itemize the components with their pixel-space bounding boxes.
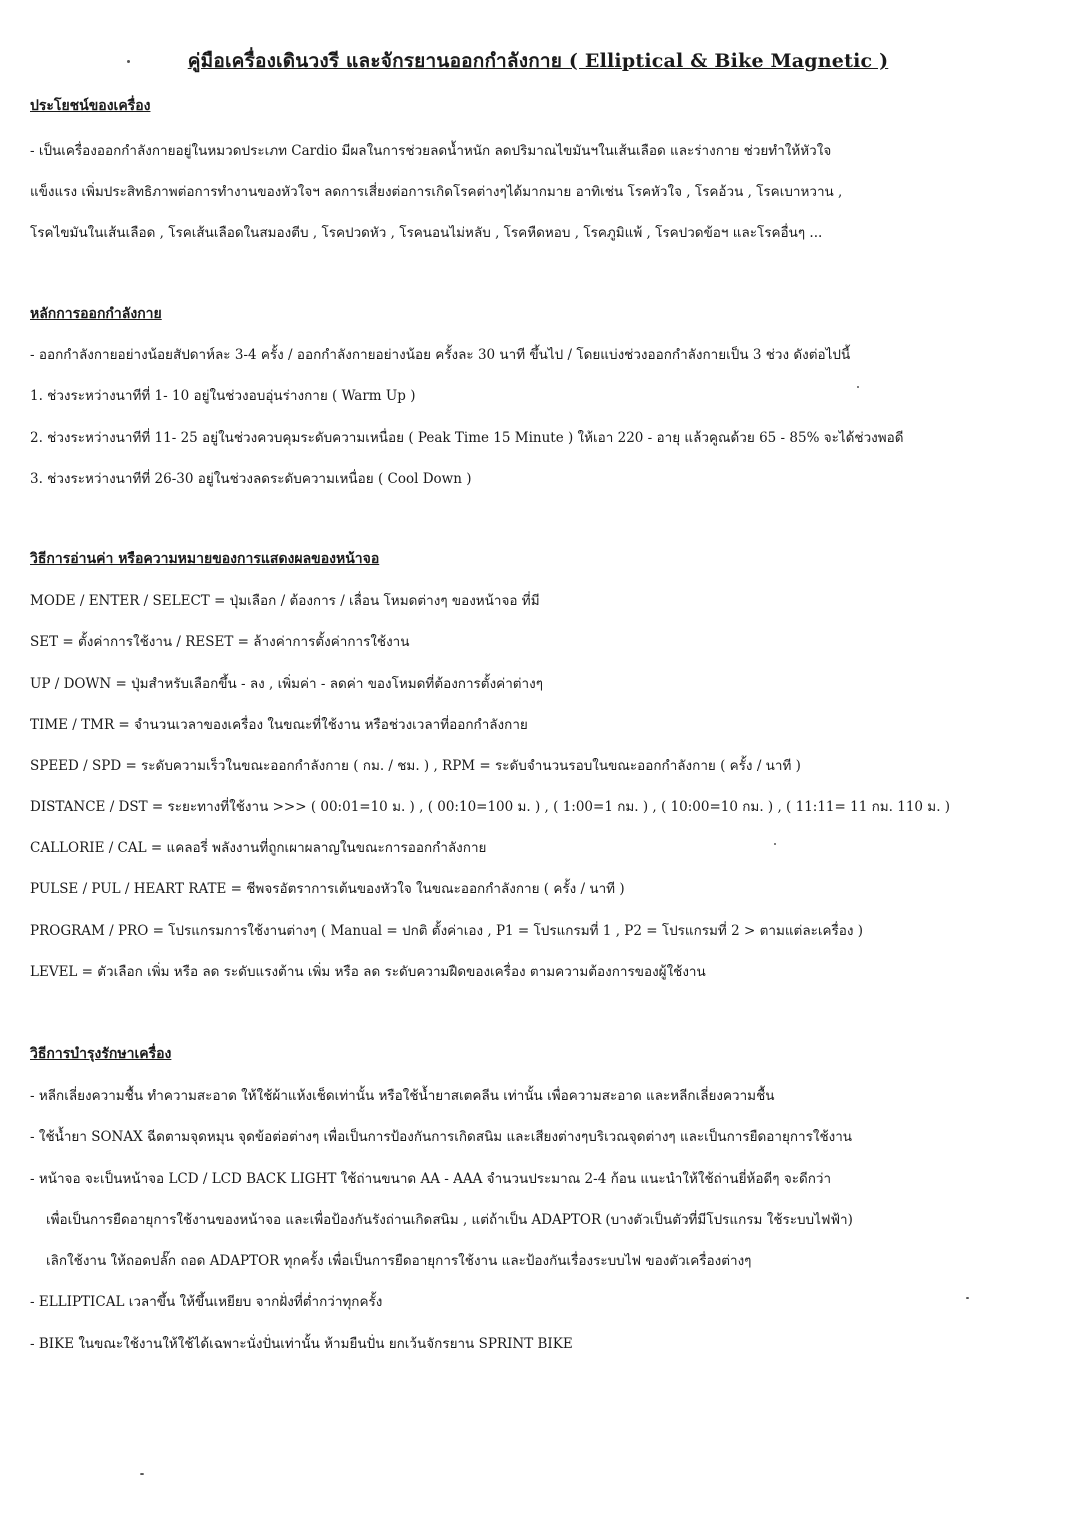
scan-speck	[966, 1297, 969, 1299]
scan-speck	[127, 60, 130, 63]
benefits-line: โรคไขมันในเส้นเลือด , โรคเส้นเลือดในสมองตีบ , โรคปวดหัว , โรคนอนไม่หลับ , โรคหืดหอบ , โรคภูมิแพ้ , โรคปวดข้อฯ และโรคอื่นๆ ...	[30, 225, 823, 241]
display-line: SPEED / SPD = ระดับความเร็วในขณะออกกำลังกาย ( กม. / ชม. ) , RPM = ระดับจำนวนรอบในขณะออกกำลังกาย ( ครั้ง / นาที )	[30, 758, 801, 774]
scan-speck	[774, 843, 776, 845]
display-line: MODE / ENTER / SELECT = ปุ่มเลือก / ต้องการ / เลื่อน โหมดต่างๆ ของหน้าจอ ที่มี	[30, 593, 540, 609]
display-line: DISTANCE / DST = ระยะทางที่ใช้งาน >>> ( 00:01=10 ม. ) , ( 00:10=100 ม. ) , ( 1:00=1 กม. ) , ( 10:00=10 กม. ) , ( 11:11= 11 กม. 110 ม. )	[30, 799, 951, 815]
maintenance-line: เลิกใช้งาน ให้ถอดปลั๊ก ถอด ADAPTOR ทุกครั้ง เพื่อเป็นการยืดอายุการใช้งาน และป้องกันเรื่องระบบไฟ ของตัวเครื่องต่างๆ	[46, 1253, 752, 1269]
benefits-line: - เป็นเครื่องออกกำลังกายอยู่ในหมวดประเภท Cardio มีผลในการช่วยลดน้ำหนัก ลดปริมาณไขมันฯในเส้นเลือด และร่างกาย ช่วยทำให้หัวใจ	[30, 143, 832, 159]
maintenance-line: - ELLIPTICAL เวลาขึ้น ให้ขึ้นเหยียบ จากฝั่งที่ต่ำกว่าทุกครั้ง	[30, 1294, 383, 1310]
section-heading-display: วิธีการอ่านค่า หรือความหมายของการแสดงผลของหน้าจอ	[30, 551, 380, 567]
display-line: TIME / TMR = จำนวนเวลาของเครื่อง ในขณะที่ใช้งาน หรือช่วงเวลาที่ออกกำลังกาย	[30, 717, 528, 733]
maintenance-line: - หน้าจอ จะเป็นหน้าจอ LCD / LCD BACK LIGHT ใช้ถ่านขนาด AA - AAA จำนวนประมาณ 2-4 ก้อน แนะนำให้ใช้ถ่านยี่ห้อดีๆ จะดีกว่า	[30, 1171, 832, 1187]
section-heading-maintenance: วิธีการบำรุงรักษาเครื่อง	[30, 1046, 172, 1062]
maintenance-line: - หลีกเลี่ยงความชื้น ทำความสะอาด ให้ใช้ผ้าแห้งเช็ดเท่านั้น หรือใช้น้ำยาสเตคลีน เท่านั้น เพื่อความสะอาด และหลีกเลี่ยงความชื้น	[30, 1088, 775, 1104]
display-line: CALLORIE / CAL = แคลอรี่ พลังงานที่ถูกเผาผลาญในขณะการออกกำลังกาย	[30, 840, 487, 856]
display-line: SET = ตั้งค่าการใช้งาน / RESET = ล้างค่าการตั้งค่าการใช้งาน	[30, 634, 410, 650]
display-line: UP / DOWN = ปุ่มสำหรับเลือกขึ้น - ลง , เพิ่มค่า - ลดค่า ของโหมดที่ต้องการตั้งค่าต่างๆ	[30, 676, 543, 692]
principles-line: 3. ช่วงระหว่างนาทีที่ 26-30 อยู่ในช่วงลดระดับความเหนื่อย ( Cool Down )	[30, 471, 472, 487]
maintenance-line: เพื่อเป็นการยืดอายุการใช้งานของหน้าจอ และเพื่อป้องกันรังถ่านเกิดสนิม , แต่ถ้าเป็น ADAPTOR (บางตัวเป็นตัวที่มีโปรแกรม ใช้ระบบไฟฟ้า)	[46, 1212, 853, 1228]
section-heading-principles: หลักการออกกำลังกาย	[30, 306, 162, 322]
principles-line: 1. ช่วงระหว่างนาทีที่ 1- 10 อยู่ในช่วงอบอุ่นร่างกาย ( Warm Up )	[30, 388, 416, 404]
principles-line: 2. ช่วงระหว่างนาทีที่ 11- 25 อยู่ในช่วงควบคุมระดับความเหนื่อย ( Peak Time 15 Minute ) ให้เอา 220 - อายุ แล้วคูณด้วย 65 - 85% จะได้ช่วงพอดี	[30, 430, 904, 446]
display-line: LEVEL = ตัวเลือก เพิ่ม หรือ ลด ระดับแรงต้าน เพิ่ม หรือ ลด ระดับความฝืดของเครื่อง ตามความต้องการของผู้ใช้งาน	[30, 964, 706, 980]
principles-line: - ออกกำลังกายอย่างน้อยสัปดาห์ละ 3-4 ครั้ง / ออกกำลังกายอย่างน้อย ครั้งละ 30 นาที ขึ้นไป / โดยแบ่งช่วงออกกำลังกายเป็น 3 ช่วง ดังต่อไปนี้	[30, 347, 851, 363]
benefits-line: แข็งแรง เพิ่มประสิทธิภาพต่อการทำงานของหัวใจฯ ลดการเสี่ยงต่อการเกิดโรคต่างๆได้มากมาย อาทิเช่น โรคหัวใจ , โรคอ้วน , โรคเบาหวาน ,	[30, 184, 843, 200]
display-line: PULSE / PUL / HEART RATE = ชีพจรอัตราการเต้นของหัวใจ ในขณะออกกำลังกาย ( ครั้ง / นาที )	[30, 881, 625, 897]
document-title: คู่มือเครื่องเดินวงรี และจักรยานออกกำลังกาย ( Elliptical & Bike Magnetic )	[187, 50, 889, 72]
section-heading-benefits: ประโยชน์ของเครื่อง	[30, 98, 151, 114]
scan-speck	[140, 1473, 144, 1475]
scan-speck	[857, 386, 859, 388]
maintenance-line: - BIKE ในขณะใช้งานให้ใช้ได้เฉพาะนั่งปั่นเท่านั้น ห้ามยืนปั่น ยกเว้นจักรยาน SPRINT BIKE	[30, 1336, 573, 1352]
display-line: PROGRAM / PRO = โปรแกรมการใช้งานต่างๆ ( Manual = ปกติ ตั้งค่าเอง , P1 = โปรแกรมที่ 1 , P2 = โปรแกรมที่ 2 > ตามแต่ละเครื่อง )	[30, 923, 863, 939]
maintenance-line: - ใช้น้ำยา SONAX ฉีดตามจุดหมุน จุดข้อต่อต่างๆ เพื่อเป็นการป้องกันการเกิดสนิม และเสียงต่างๆบริเวณจุดต่างๆ และเป็นการยืดอายุการใช้งาน	[30, 1129, 853, 1145]
